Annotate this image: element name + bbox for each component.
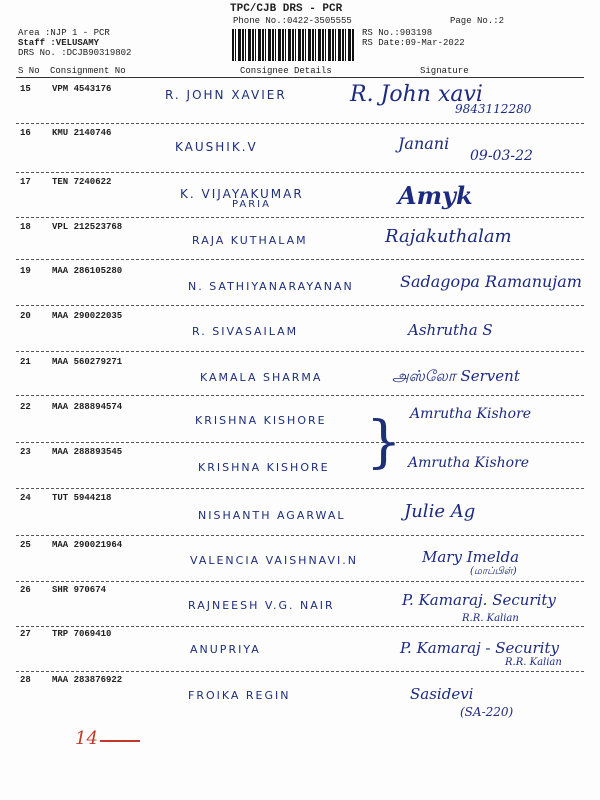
row-signature: Julie Ag (404, 501, 476, 522)
row-serial-number: 17 (20, 177, 31, 187)
rs-date: RS Date:09-Mar-2022 (362, 38, 465, 48)
row-signature-note: 9843112280 (455, 102, 532, 116)
row-consignment-number: MAA 560279271 (52, 357, 123, 367)
row-consignment-number: MAA 283876922 (52, 675, 123, 685)
handwritten-underline (100, 740, 140, 742)
row-divider (16, 581, 584, 582)
row-divider (16, 535, 584, 536)
drs-number: DRS No. :DCJB90319802 (18, 48, 132, 58)
row-divider (16, 442, 584, 443)
row-divider (16, 395, 584, 396)
barcode-image (232, 29, 354, 61)
row-signature: R. John xavi (350, 82, 483, 107)
row-consignee-name: KAMALA SHARMA (200, 371, 323, 384)
row-signature-note: R.R. Kalian (505, 657, 562, 668)
row-consignee-name: KAUSHIK.V (175, 140, 258, 154)
row-consignee-name: ANUPRIYA (190, 643, 261, 656)
row-signature: P. Kamaraj - Security (400, 639, 559, 657)
row-divider (16, 671, 584, 672)
row-serial-number: 27 (20, 629, 31, 639)
row-consignee-name: FROIKA REGIN (188, 689, 291, 702)
phone-number: Phone No.:0422-3505555 (233, 16, 352, 26)
column-header-sno: S No (18, 66, 40, 76)
row-consignment-number: TRP 7069410 (52, 629, 112, 639)
row-consignee-name-continued: PARIA (232, 199, 271, 210)
row-divider (16, 351, 584, 352)
header-divider (16, 77, 584, 78)
row-consignee-name: R. JOHN XAVIER (165, 88, 287, 102)
row-consignment-number: MAA 290022035 (52, 311, 123, 321)
row-consignment-number: MAA 288893545 (52, 447, 123, 457)
row-serial-number: 23 (20, 447, 31, 457)
row-serial-number: 24 (20, 493, 31, 503)
row-signature: Janani (398, 134, 450, 153)
row-consignee-name: K. VIJAYAKUMAR (180, 187, 304, 201)
row-divider (16, 626, 584, 627)
row-consignee-name: VALENCIA VAISHNAVI.N (190, 554, 358, 567)
row-divider (16, 305, 584, 306)
row-consignment-number: MAA 286105280 (52, 266, 123, 276)
column-header-signature: Signature (420, 66, 469, 76)
bracket-mark: } (366, 410, 402, 475)
row-divider (16, 123, 584, 124)
area-label: Area :NJP 1 - PCR (18, 28, 110, 38)
row-signature-note: R.R. Kalian (462, 613, 519, 624)
row-consignee-name: R. SIVASAILAM (192, 325, 299, 338)
row-serial-number: 18 (20, 222, 31, 232)
row-divider (16, 259, 584, 260)
row-signature: Amrutha Kishore (410, 406, 532, 422)
staff-label: Staff :VELUSAMY (18, 38, 100, 48)
row-signature-note: 09-03-22 (470, 148, 533, 164)
row-consignee-name: KRISHNA KISHORE (195, 414, 327, 427)
row-signature: Sadagopa Ramanujam (400, 272, 582, 291)
row-serial-number: 16 (20, 128, 31, 138)
row-consignment-number: MAA 288894574 (52, 402, 123, 412)
row-consignee-name: NISHANTH AGARWAL (198, 509, 346, 522)
row-consignment-number: TUT 5944218 (52, 493, 112, 503)
handwritten-page-count: 14 (75, 728, 98, 749)
row-signature: Ashrutha S (408, 321, 493, 339)
row-divider (16, 488, 584, 489)
rs-number: RS No.:903198 (362, 28, 433, 38)
document-title: TPC/CJB DRS - PCR (230, 3, 343, 15)
row-serial-number: 15 (20, 84, 31, 94)
row-serial-number: 20 (20, 311, 31, 321)
row-signature: Sasidevi (410, 685, 474, 703)
row-signature: P. Kamaraj. Security (402, 591, 556, 609)
row-signature: Amrutha Kishore (408, 455, 530, 471)
row-consignee-name: RAJA KUTHALAM (192, 234, 308, 247)
page-number: Page No.:2 (450, 16, 505, 26)
row-serial-number: 19 (20, 266, 31, 276)
row-consignment-number: TEN 7240622 (52, 177, 112, 187)
row-consignment-number: SHR 970674 (52, 585, 107, 595)
row-serial-number: 26 (20, 585, 31, 595)
row-signature: Rajakuthalam (385, 226, 512, 247)
row-serial-number: 22 (20, 402, 31, 412)
row-serial-number: 25 (20, 540, 31, 550)
row-signature-note: (SA-220) (460, 705, 514, 719)
column-header-consignment: Consignment No (50, 66, 126, 76)
row-signature: Amyk (398, 181, 473, 210)
row-consignee-name: KRISHNA KISHORE (198, 461, 330, 474)
row-consignment-number: KMU 2140746 (52, 128, 112, 138)
row-serial-number: 21 (20, 357, 31, 367)
row-consignee-name: N. SATHIYANARAYANAN (188, 280, 354, 293)
row-divider (16, 172, 584, 173)
row-signature: அஸ்லோ Servent (392, 367, 520, 385)
row-consignment-number: MAA 290021964 (52, 540, 123, 550)
row-consignee-name: RAJNEESH V.G. NAIR (188, 599, 335, 612)
row-consignment-number: VPL 212523768 (52, 222, 123, 232)
row-consignment-number: VPM 4543176 (52, 84, 112, 94)
row-divider (16, 217, 584, 218)
column-header-consignee: Consignee Details (240, 66, 332, 76)
row-serial-number: 28 (20, 675, 31, 685)
row-signature-note: (மாப்பிள்) (470, 566, 517, 577)
row-signature: Mary Imelda (422, 548, 520, 566)
